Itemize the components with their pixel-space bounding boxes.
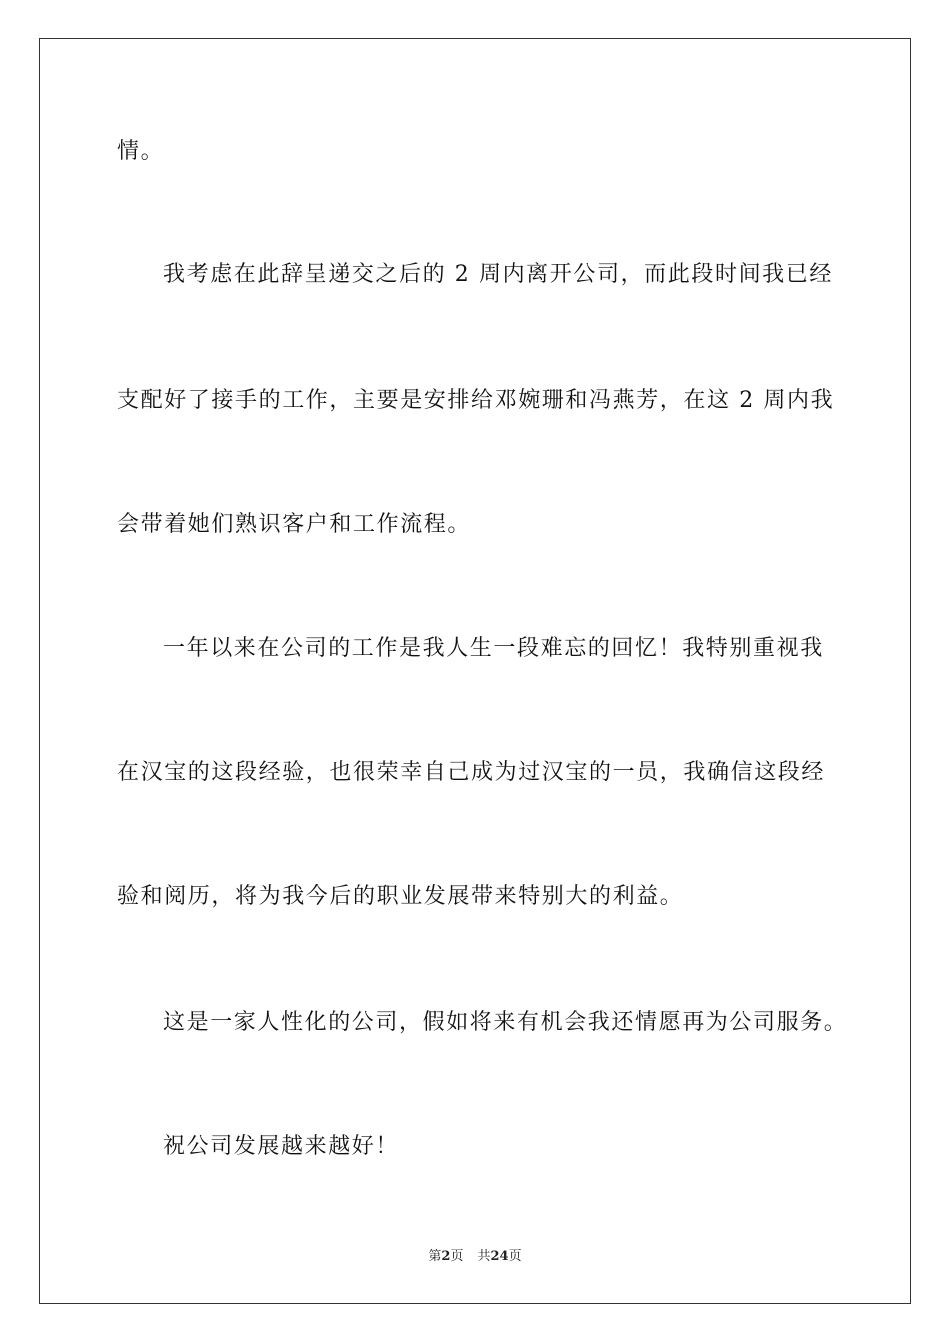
footer-total-suffix: 页: [508, 1249, 522, 1264]
page-footer: [0, 1247, 950, 1267]
text-line-7: 验和阅历，将为我今后的职业发展带来特别大的利益。: [117, 884, 684, 909]
footer-page-suffix: 页: [450, 1249, 464, 1264]
text-line-1: 情。: [117, 139, 165, 164]
footer-total-prefix: 共: [477, 1249, 491, 1264]
text-line-2: 我考虑在此辞呈递交之后的 2 周内离开公司，而此段时间我已经: [163, 262, 833, 287]
text-line-8: 这是一家人性化的公司，假如将来有机会我还情愿再为公司服务。: [163, 1010, 848, 1035]
text-line-4: 会带着她们熟识客户和工作流程。: [117, 512, 472, 537]
text-line-9: 祝公司发展越来越好！: [163, 1134, 400, 1159]
text-line-3: 支配好了接手的工作，主要是安排给邓婉珊和冯燕芳，在这 2 周内我: [117, 388, 835, 413]
footer-page-number: 2: [441, 1249, 451, 1264]
text-line-5: 一年以来在公司的工作是我人生一段难忘的回忆！我特别重视我: [163, 636, 824, 661]
footer-total-pages: 24: [490, 1249, 509, 1264]
text-line-6: 在汉宝的这段经验，也很荣幸自己成为过汉宝的一员，我确信这段经: [117, 760, 826, 785]
page-border: [39, 38, 911, 1304]
footer-page-prefix: 第: [428, 1249, 442, 1264]
